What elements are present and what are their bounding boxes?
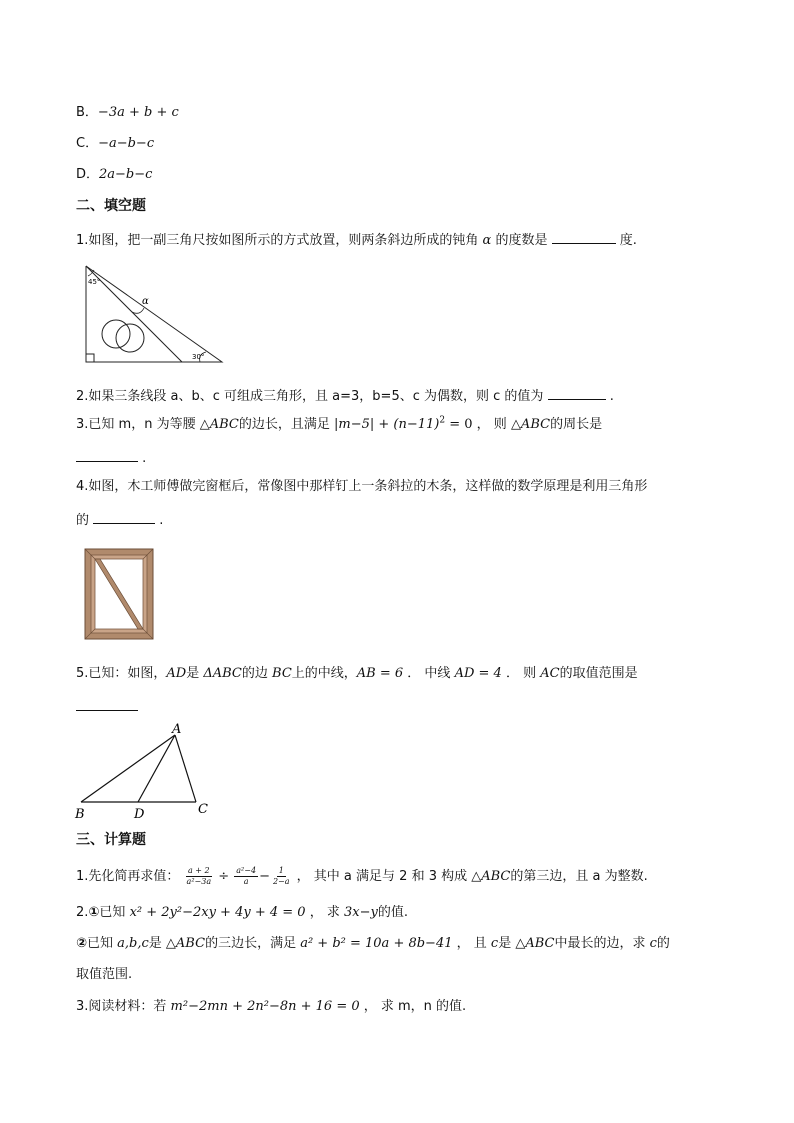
fill-q4-suffix: . <box>159 513 164 528</box>
fill-q5-text-4: 上的中线， <box>291 666 357 681</box>
fill-q5-ad-eq: AD = 4 <box>454 666 502 681</box>
point-d-label: D <box>134 807 145 822</box>
fill-q1-mid: 的度数是 <box>491 233 548 248</box>
option-c-expr: −a−b−c <box>98 136 155 151</box>
option-b <box>76 104 179 122</box>
set-squares-figure <box>82 262 227 366</box>
vertex-c-label: C <box>198 802 208 817</box>
fill-q5-ad: AD <box>166 666 187 681</box>
calc-q2a-text-1: 已知 <box>99 905 130 920</box>
calc-q3-text-2: ， 求 m，n 的值. <box>359 999 467 1014</box>
fraction-2 <box>234 866 258 887</box>
fill-q3-end: . <box>142 451 147 466</box>
side-ac <box>175 735 196 802</box>
calc-q2b-c-2: c <box>649 936 657 951</box>
fraction-1-denominator: a²−3a <box>186 877 212 886</box>
calc-q2b-text-5: 是 <box>498 936 516 951</box>
calc-q2b-marker: ② <box>76 936 88 951</box>
calc-q2a-text-2: ， 求 <box>305 905 344 920</box>
calc-q2b-text-2: 是 <box>148 936 166 951</box>
hole-circle-2 <box>116 324 144 352</box>
fill-q5-text-7: 的取值范围是 <box>559 666 638 681</box>
minus-sign: − <box>259 869 270 884</box>
fill-q5-blank[interactable] <box>76 696 138 711</box>
option-c-label: C． <box>76 136 99 151</box>
fill-q1-blank[interactable] <box>552 229 616 244</box>
calc-q1-text-3: 的第三边，且 a 为整数. <box>510 869 648 884</box>
calc-q2a-equation: x² + 2y²−2xy + 4y + 4 = 0 <box>129 905 306 920</box>
section-2-heading: 二、填空题 <box>76 198 146 214</box>
calc-q2b-text-3: 的三边长，满足 <box>205 936 301 951</box>
fill-q3-triangle-2: △ABC <box>510 417 551 432</box>
calc-q2b-c: c <box>490 936 499 951</box>
calc-q2b-triangle-1: △ABC <box>165 936 206 951</box>
fill-q1-alpha: α <box>482 233 492 248</box>
calc-q3-text-1: 3.阅读材料：若 <box>76 999 171 1014</box>
triangle-30-60 <box>86 266 222 362</box>
vertex-b-label: B <box>75 807 85 822</box>
calc-q2a <box>76 904 408 922</box>
section-3-heading: 三、计算题 <box>76 832 146 848</box>
option-d-label: D． <box>76 167 100 182</box>
fill-q5-ac: AC <box>540 666 560 681</box>
calc-q1-text-1: 1.先化简再求值： <box>76 869 180 884</box>
angle-30-label: 30° <box>192 353 205 361</box>
calc-q2-number: 2. <box>76 905 89 920</box>
calc-q2a-marker: ① <box>88 905 100 920</box>
fill-q4-line2 <box>76 509 163 530</box>
vertex-a-label: A <box>172 722 182 737</box>
fill-q5-text-3: 的边 <box>241 666 273 681</box>
option-d <box>76 166 152 184</box>
fill-q3-line2 <box>76 447 146 468</box>
fill-q5-text-2: 是 <box>186 666 204 681</box>
fill-q5-text-1: 5.已知：如图， <box>76 666 167 681</box>
fill-q4-text-2: 的 <box>76 513 90 528</box>
fill-q4-blank[interactable] <box>93 509 155 524</box>
fill-q3-blank[interactable] <box>76 447 138 462</box>
calc-q2b-triangle-2: △ABC <box>515 936 555 951</box>
fill-q1-text: 1.如图，把一副三角尺按如图所示的方式放置，则两条斜边所成的钝角 <box>76 233 479 248</box>
calc-q1 <box>76 866 648 887</box>
fill-q3-square: 2 <box>439 415 446 426</box>
angle-45-label: 45° <box>88 278 101 286</box>
fill-q5-bc: BC <box>272 666 292 681</box>
calc-q1-triangle: △ABC <box>471 869 511 884</box>
fill-q3-text-3: ， 则 <box>476 417 511 432</box>
fill-q3-text-2: 的边长，且满足 <box>238 417 334 432</box>
calc-q2b-text-1: 已知 <box>87 936 118 951</box>
right-angle-mark <box>86 354 94 362</box>
calc-q2a-text-3: 的值. <box>377 905 408 920</box>
window-frame-figure <box>84 548 154 640</box>
calc-q2b-text-7: 的 <box>656 936 670 951</box>
fraction-2-denominator: a <box>243 877 249 886</box>
side-ab <box>81 735 175 802</box>
fill-q2-blank[interactable] <box>548 385 606 400</box>
calc-q2a-expression: 3x−y <box>343 905 378 920</box>
fill-q3-equals-zero: = 0 <box>445 417 473 432</box>
fill-q2-text: 2.如果三条线段 a、b、c 可组成三角形，且 a=3，b=5、c 为偶数，则 c 的值为 <box>76 389 544 404</box>
divide-sign: ÷ <box>218 869 230 884</box>
option-d-expr: 2a−b−c <box>99 167 153 182</box>
calc-q2b <box>76 935 670 953</box>
fill-q1-suffix: 度. <box>619 233 637 248</box>
calc-q2b-text-6: 中最长的边，求 <box>554 936 650 951</box>
fill-q1 <box>76 229 637 250</box>
fill-q5-text-5: ． 中线 <box>403 666 455 681</box>
fraction-1-numerator: a + 2 <box>187 866 210 875</box>
fill-q5-triangle: ΔABC <box>203 666 242 681</box>
calc-q2b-abc: a,b,c <box>117 936 149 951</box>
fill-q5 <box>76 665 638 683</box>
calc-q1-text-2: ， 其中 a 满足与 2 和 3 构成 <box>296 869 472 884</box>
calc-q2b-equation: a² + b² = 10a + 8b−41 <box>300 936 453 951</box>
triangle-abc-figure <box>72 720 222 822</box>
option-c <box>76 135 154 153</box>
fraction-3-denominator: 2−a <box>272 877 290 886</box>
fraction-2-numerator: a²−4 <box>236 866 257 875</box>
alpha-label: α <box>142 296 149 307</box>
median-ad <box>138 735 175 802</box>
calc-q2b-line2: 取值范围. <box>76 967 133 982</box>
fill-q3-text-1: 3.已知 m，n 为等腰 <box>76 417 200 432</box>
calc-q3-equation: m²−2mn + 2n²−8n + 16 = 0 <box>170 999 360 1014</box>
fill-q3 <box>76 416 602 434</box>
fill-q5-line2 <box>76 696 138 717</box>
fill-q5-ab: AB = 6 <box>356 666 404 681</box>
fraction-3 <box>271 866 292 887</box>
fill-q3-text-4: 的周长是 <box>550 417 603 432</box>
fraction-3-numerator: 1 <box>278 866 284 875</box>
fill-q3-condition: |m−5| + (n−11) <box>334 417 440 432</box>
calc-q3 <box>76 998 466 1016</box>
fill-q2 <box>76 385 614 406</box>
calc-q2b-text-4: ， 且 <box>452 936 491 951</box>
fill-q5-text-6: ． 则 <box>501 666 541 681</box>
option-b-expr: −3a + b + c <box>97 105 179 120</box>
option-b-label: B． <box>76 105 98 120</box>
angle-alpha-arc <box>132 308 144 313</box>
fill-q2-suffix: . <box>609 389 614 404</box>
fraction-1 <box>185 866 214 887</box>
fill-q4: 4.如图，木工师傅做完窗框后，常像图中那样钉上一条斜拉的木条，这样做的数学原理是利用三角形 <box>76 479 648 494</box>
fill-q3-triangle-1: △ABC <box>199 417 239 432</box>
